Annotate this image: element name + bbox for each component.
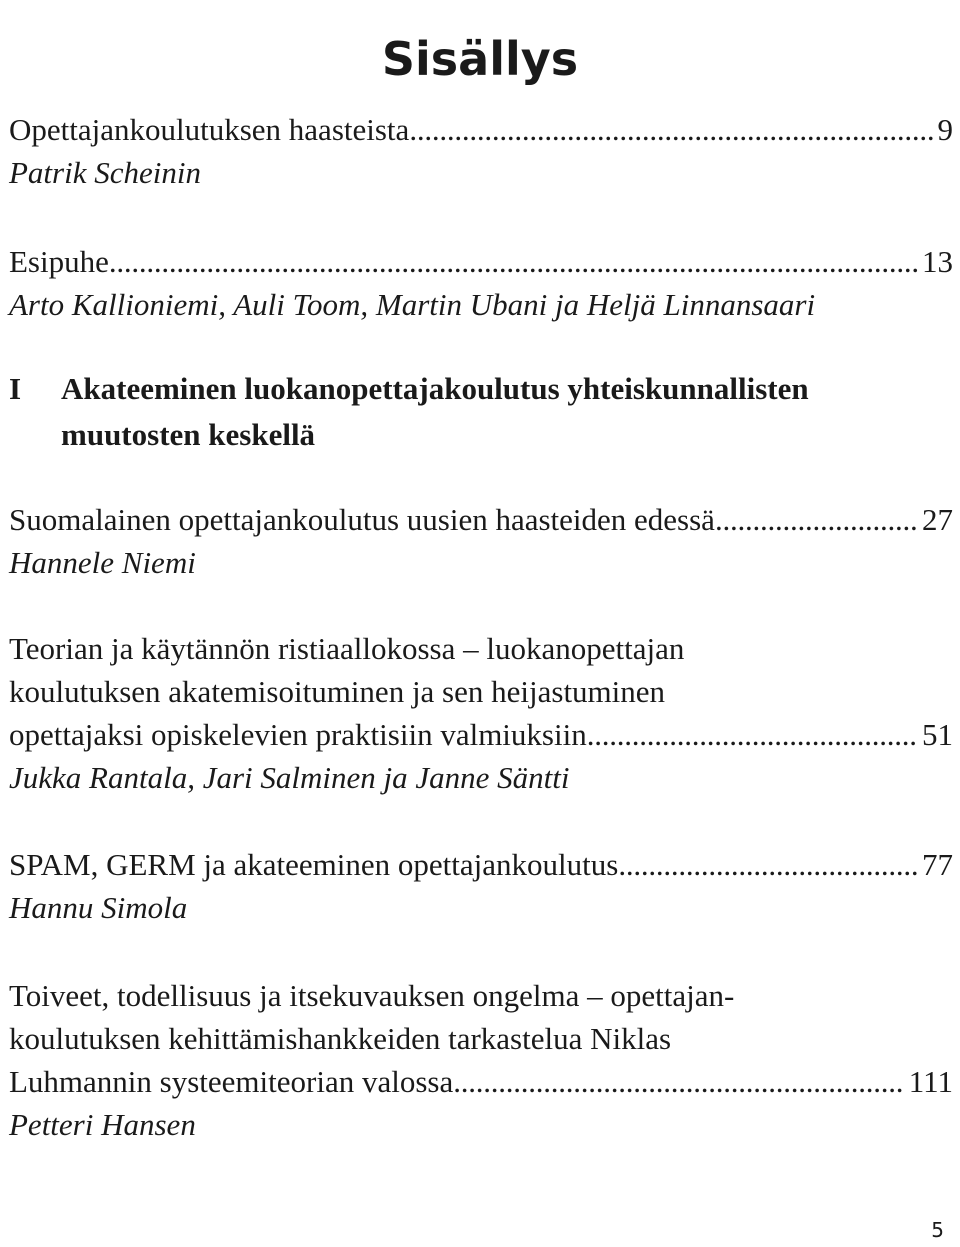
dot-leader [618, 843, 918, 886]
dot-leader [587, 713, 918, 756]
section-title-line: Akateeminen luokanopettajakoulutus yhteiskunnallisten [61, 371, 809, 406]
page-title: Sisällys [381, 31, 579, 86]
toc-entry-author: Petteri Hansen [9, 1107, 196, 1142]
toc-entry-title-line: koulutuksen kehittämishankkeiden tarkastelua Niklas [9, 1021, 672, 1056]
toc-entry-title-line: Toiveet, todellisuus ja itsekuvauksen ongelma – opettajan- [9, 978, 735, 1013]
toc-entry[interactable] [9, 108, 953, 194]
toc-entry-page: 27 [922, 502, 953, 537]
toc-entry-title: Suomalainen opettajankoulutus uusien haasteiden edessä [9, 502, 715, 537]
toc-entry[interactable] [9, 974, 953, 1146]
dot-leader [109, 240, 918, 283]
toc-entry-title-line: koulutuksen akatemisoituminen ja sen heijastuminen [9, 674, 666, 709]
toc-entry[interactable] [9, 498, 953, 584]
toc-entry-page: 13 [922, 244, 953, 279]
section-title-line: muutosten keskellä [61, 417, 316, 452]
page-number: 5 [931, 1218, 944, 1242]
section-number: I [9, 371, 22, 406]
section-heading [9, 366, 953, 458]
toc-entry-title-line [9, 1060, 953, 1103]
toc-entry-title-line: Teorian ja käytännön ristiaallokossa – luokanopettajan [9, 631, 685, 666]
toc-entry-title: Esipuhe [9, 244, 109, 279]
toc-entry-author: Arto Kallioniemi, Auli Toom, Martin Ubani ja Heljä Linnansaari [9, 287, 816, 322]
toc-entry[interactable] [9, 843, 953, 929]
toc-entry-title-line [9, 713, 953, 756]
toc-entry-page: 77 [922, 847, 953, 882]
toc-entry-title: Luhmannin systeemiteorian valossa [9, 1064, 454, 1099]
toc-entry-author: Jukka Rantala, Jari Salminen ja Janne Säntti [9, 760, 570, 795]
toc-entry[interactable] [9, 627, 953, 799]
toc-entry-title-line [9, 108, 953, 151]
toc-entry-author: Hannele Niemi [9, 545, 196, 580]
toc-entry-page: 9 [937, 112, 953, 147]
toc-entry-title: Opettajankoulutuksen haasteista [9, 112, 410, 147]
toc-entry-author: Patrik Scheinin [9, 155, 201, 190]
toc-entry[interactable] [9, 240, 953, 326]
toc-entry-author: Hannu Simola [9, 890, 188, 925]
toc-entry-page: 51 [922, 717, 953, 752]
toc-entry-title: opettajaksi opiskelevien praktisiin valmiuksiin [9, 717, 587, 752]
toc-entry-title-line [9, 240, 953, 283]
toc-entry-title-line [9, 843, 953, 886]
dot-leader [453, 1060, 905, 1103]
toc-entry-page: 111 [908, 1064, 953, 1099]
toc-entry-title-line [9, 498, 953, 541]
dot-leader [409, 108, 933, 151]
dot-leader [715, 498, 918, 541]
toc-entry-title: SPAM, GERM ja akateeminen opettajankoulutus [9, 847, 619, 882]
